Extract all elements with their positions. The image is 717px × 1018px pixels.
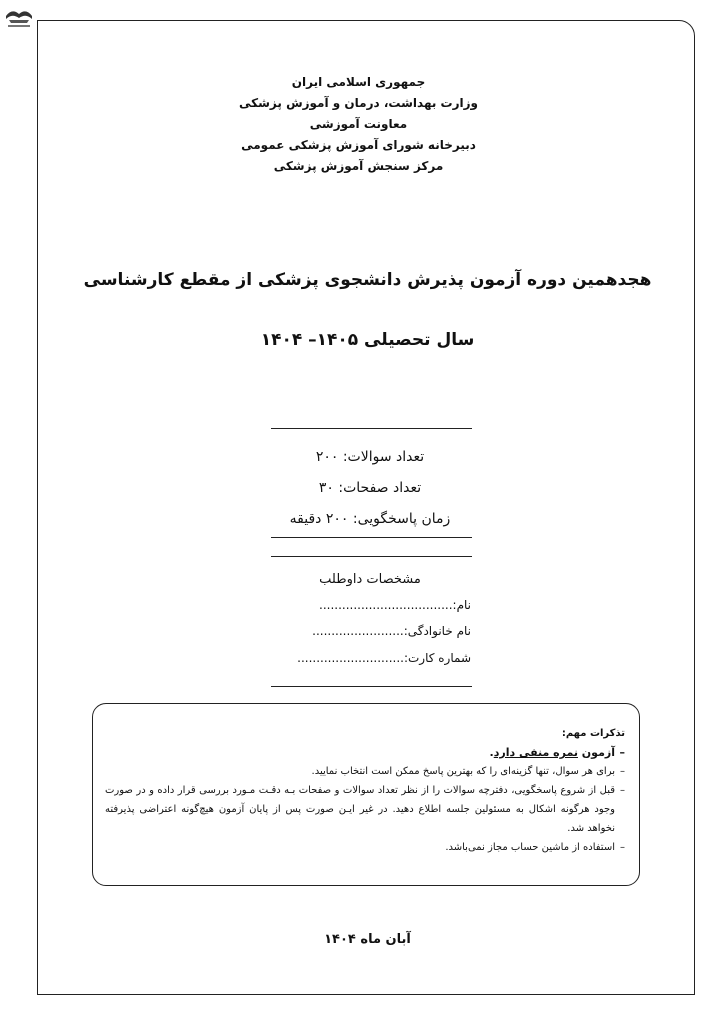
note-item: – برای هر سوال، تنها گزینه‌ای را که بهترین پاسخ ممکن است انتخاب نمایید. — [105, 762, 625, 781]
divider — [271, 428, 472, 429]
important-notes-box — [92, 703, 640, 886]
ministry-header — [0, 72, 717, 177]
negative-score-emphasis: نمره منفی دارد — [493, 746, 578, 759]
header-line: وزارت بهداشت، درمان و آموزش پزشکی — [239, 96, 478, 110]
dash-icon: – — [620, 766, 625, 777]
exam-date: آبان ماه ۱۴۰۴ — [324, 932, 411, 947]
exam-stats — [240, 442, 500, 535]
time-limit: زمان پاسخگویی: ۲۰۰ دقیقه — [289, 511, 451, 527]
note-item: – آزمون نمره منفی دارد. — [105, 743, 625, 762]
header-line: مرکز سنجش آموزش پزشکی — [273, 159, 444, 173]
page-count: تعداد صفحات: ۳۰ — [318, 480, 422, 496]
family-name-field: نام خانوادگی:........................ — [312, 624, 471, 638]
question-count: تعداد سوالات: ۲۰۰ — [315, 449, 425, 465]
name-field: نام:................................... — [319, 598, 471, 612]
card-number-field: شماره کارت:............................ — [297, 651, 471, 665]
dash-icon: – — [620, 842, 625, 853]
header-line: دبیرخانه شورای آموزش پزشکی عمومی — [241, 138, 476, 152]
candidate-info-title: مشخصات داوطلب — [319, 572, 421, 587]
exam-title: هجدهمین دوره آزمون پذیرش دانشجوی پزشکی از مقطع کارشناسی — [83, 270, 652, 290]
note-item: – قبل از شروع پاسخگویی، دفترچه سوالات را از نظر تعداد سوالات و صفحات بـه دقـت مـورد بررسی قرار داده و در صورت وجود هرگونه اشکال به مسئولین جلسه اطلاع دهید. در غیر ایـن صورت پس از پایان آزمون هیچ‌گونه اعتراضی پذیرفته نخواهد شد. — [105, 781, 625, 838]
divider — [271, 537, 472, 538]
academic-year: سال تحصیلی ۱۴۰۵– ۱۴۰۴ — [260, 330, 475, 350]
divider — [271, 686, 472, 687]
divider — [271, 556, 472, 557]
notes-title: تذکرات مهم: — [561, 728, 625, 739]
header-line: جمهوری اسلامی ایران — [291, 75, 426, 89]
dash-icon: – — [619, 746, 625, 759]
note-item: – استفاده از ماشین حساب مجاز نمی‌باشد. — [105, 838, 625, 857]
header-line: معاونت آموزشی — [309, 117, 408, 131]
emblem-logo-icon — [2, 2, 36, 30]
dash-icon: – — [620, 785, 625, 796]
